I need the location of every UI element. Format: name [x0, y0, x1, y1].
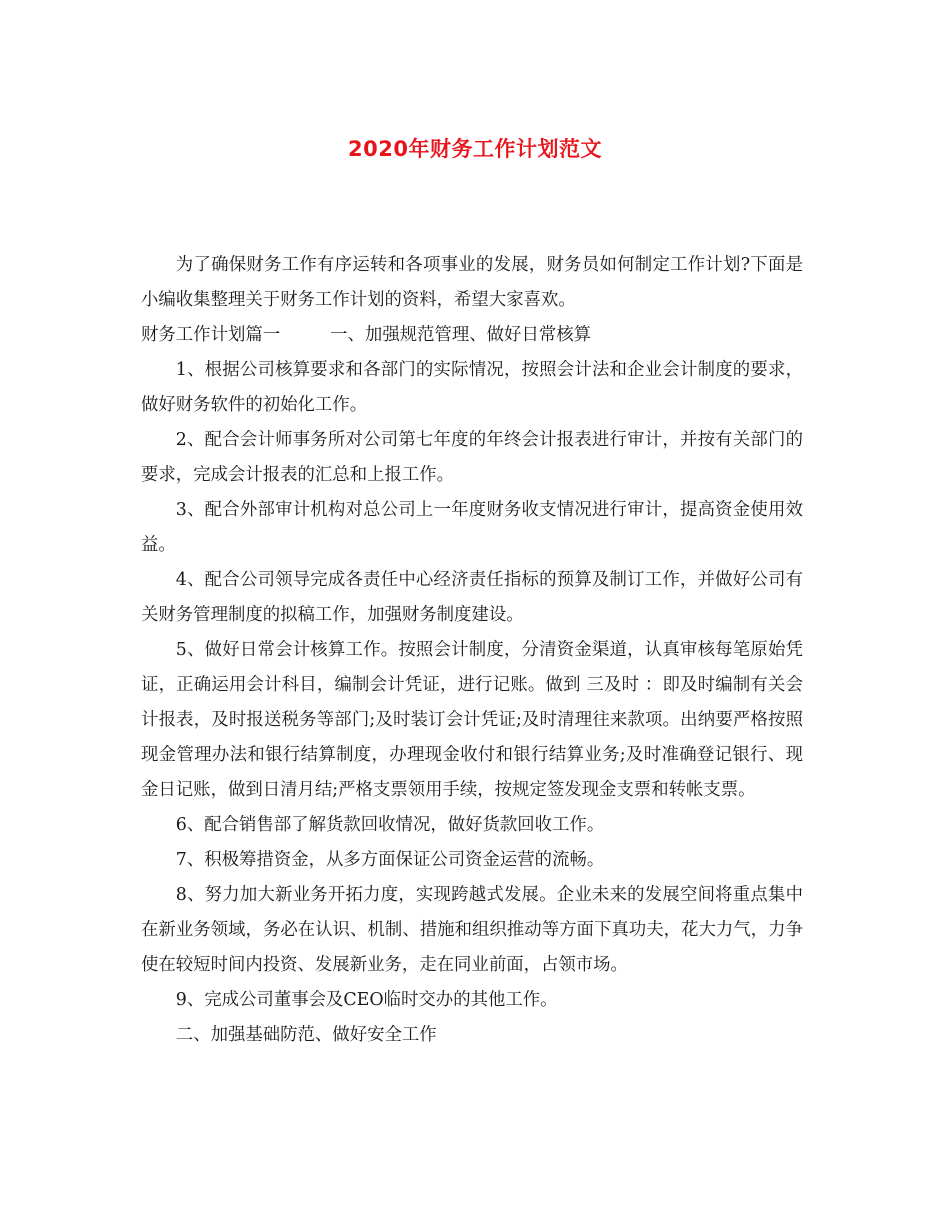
- section-label: 财务工作计划篇一: [141, 325, 281, 345]
- list-item-5: 5、做好日常会计核算工作。按照会计制度，分清资金渠道，认真审核每笔原始凭证，正确运用会计科目，编制会计凭证，进行记账。做到 三及时 ：即及时编制有关会计报表，及时报送税务等部门;及时装订会计凭证;及时清理往来款项。出纳要严格按照现金管理办法和银行结算制度，办理现金收付和银行结算业务;及时准确登记银行、现金日记账，做到日清月结;严格支票领用手续，按规定签发现金支票和转帐支票。: [141, 640, 803, 800]
- list-item-1: 1、根据公司核算要求和各部门的实际情况，按照会计法和企业会计制度的要求，做好财务软件的初始化工作。: [141, 360, 803, 415]
- list-item-6: 6、配合销售部了解货款回收情况，做好货款回收工作。: [175, 815, 605, 835]
- list-item-8: 8、努力加大新业务开拓力度，实现跨越式发展。企业未来的发展空间将重点集中在新业务领域，务必在认识、机制、措施和组织推动等方面下真功夫，花大力气，力争使在较短时间内投资、发展新业务，走在同业前面，占领市场。: [141, 885, 803, 975]
- document-title: 2020年财务工作计划范文: [348, 137, 602, 161]
- list-item-3: 3、配合外部审计机构对总公司上一年度财务收支情况进行审计，提高资金使用效益。: [141, 500, 803, 555]
- intro-paragraph: 为了确保财务工作有序运转和各项事业的发展，财务员如何制定工作计划?下面是小编收集整理关于财务工作计划的资料，希望大家喜欢。: [141, 255, 803, 310]
- list-item-2: 2、配合会计师事务所对公司第七年度的年终会计报表进行审计，并按有关部门的要求，完成会计报表的汇总和上报工作。: [141, 430, 803, 485]
- list-item-7: 7、积极筹措资金，从多方面保证公司资金运营的流畅。: [175, 850, 605, 870]
- document-body: [141, 248, 803, 1053]
- list-item-4: 4、配合公司领导完成各责任中心经济责任指标的预算及制订工作，并做好公司有关财务管理制度的拟稿工作，加强财务制度建设。: [141, 570, 803, 625]
- section-line: [141, 318, 803, 353]
- section-heading-2: 二、加强基础防范、做好安全工作: [175, 1025, 437, 1045]
- section-heading-1: 一、加强规范管理、做好日常核算: [330, 325, 592, 345]
- list-item-9: 9、完成公司董事会及CEO临时交办的其他工作。: [175, 990, 558, 1010]
